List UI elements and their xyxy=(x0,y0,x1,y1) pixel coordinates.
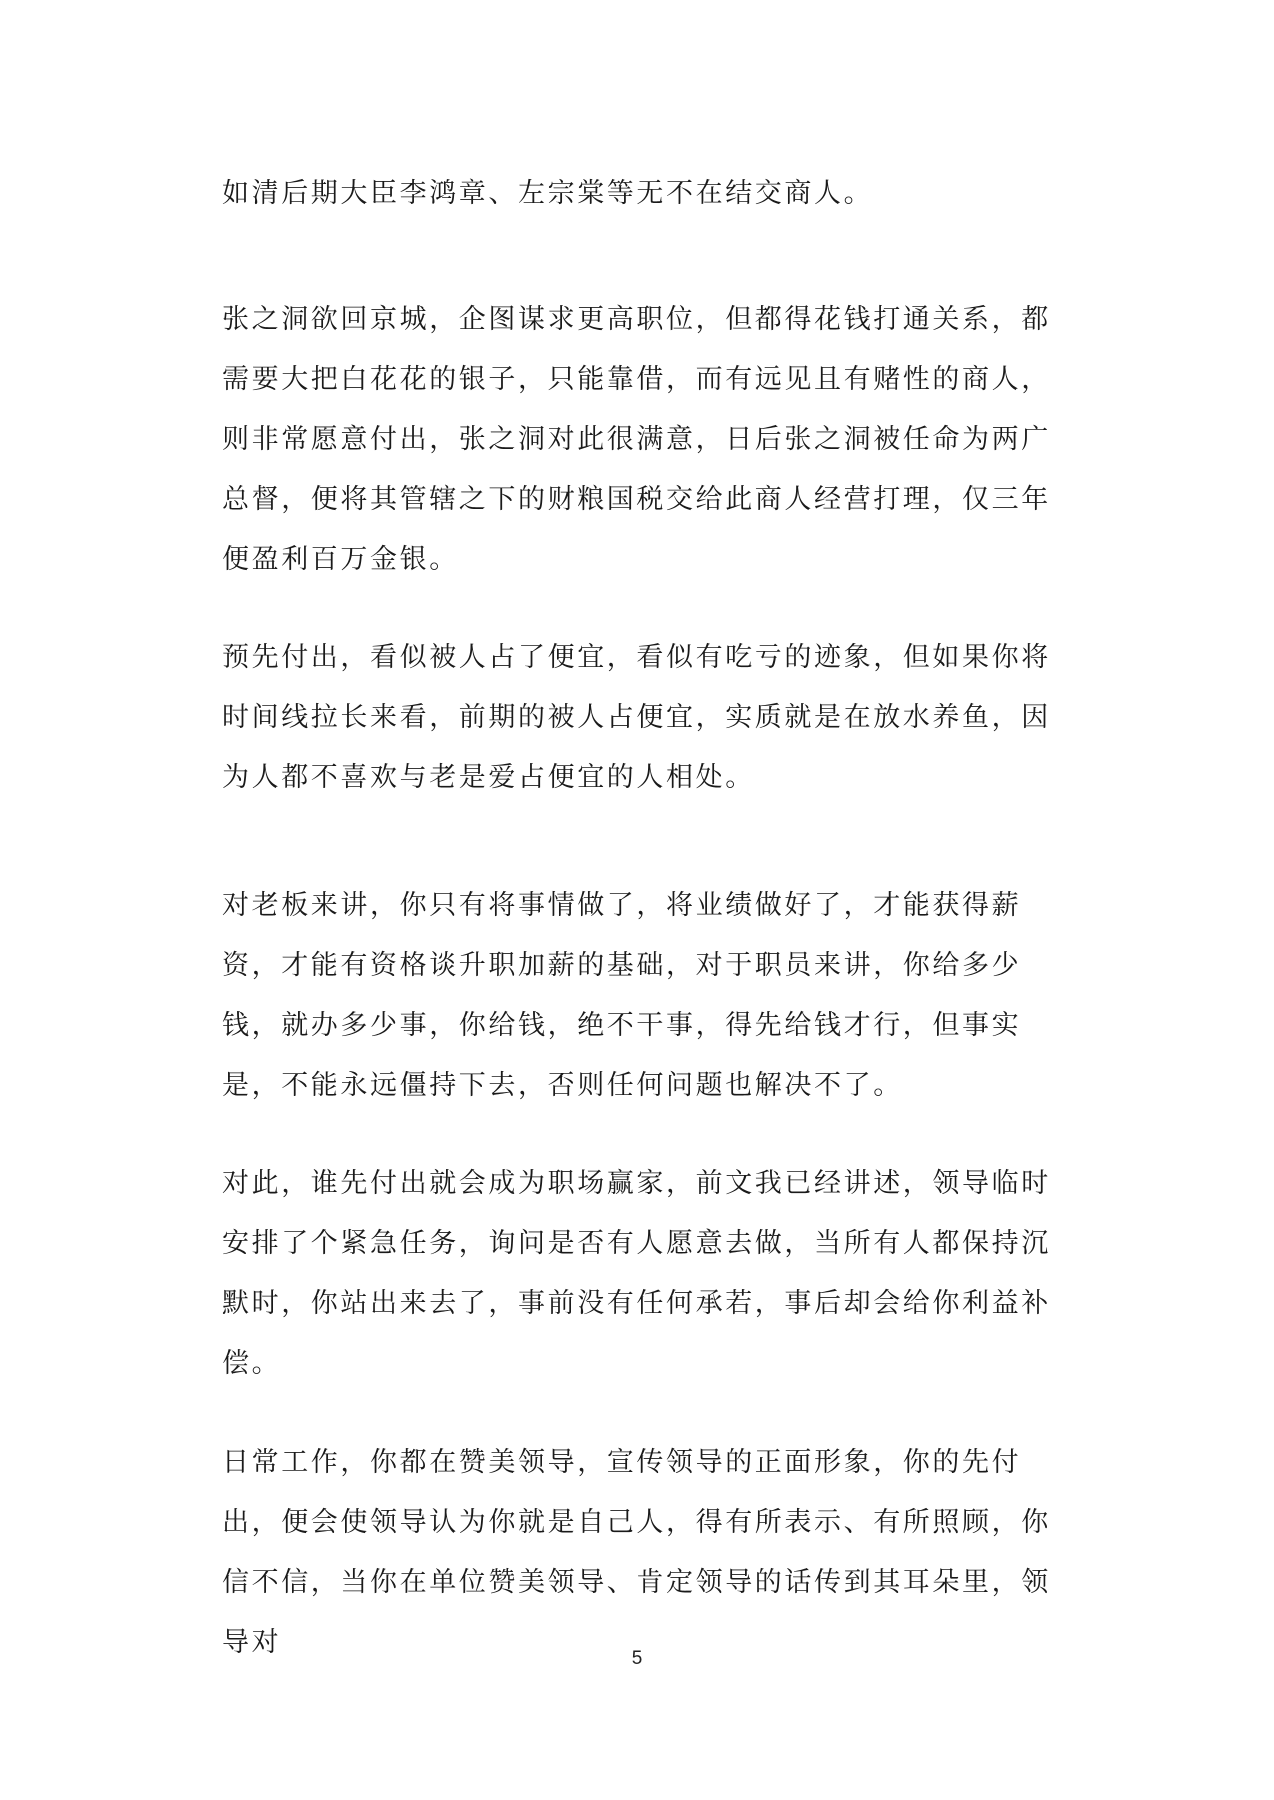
paragraph-3: 预先付出，看似被人占了便宜，看似有吃亏的迹象，但如果你将时间线拉长来看，前期的被人占便宜，实质就是在放水养鱼，因为人都不喜欢与老是爱占便宜的人相处。 xyxy=(222,642,1051,793)
paragraph-4: 对老板来讲，你只有将事情做了，将业绩做好了，才能获得薪资，才能有资格谈升职加薪的基础，对于职员来讲，你给多少钱，就办多少事，你给钱，绝不干事，得先给钱才行，但事实是，不能永远僵持下去，否则任何问题也解决不了。 xyxy=(222,890,1022,1101)
paragraph-2: 张之洞欲回京城，企图谋求更高职位，但都得花钱打通关系，都需要大把白花花的银子，只能靠借，而有远见且有赌性的商人，则非常愿意付出，张之洞对此很满意，日后张之洞被任命为两广总督，便将其管辖之下的财粮国税交给此商人经营打理，仅三年便盈利百万金银。 xyxy=(222,304,1051,575)
paragraph-5: 对此，谁先付出就会成为职场赢家，前文我已经讲述，领导临时安排了个紧急任务，询问是否有人愿意去做，当所有人都保持沉默时，你站出来去了，事前没有任何承若，事后却会给你利益补偿。 xyxy=(222,1168,1051,1379)
paragraph-1: 如清后期大臣李鸿章、左宗棠等无不在结交商人。 xyxy=(222,178,874,209)
paragraph-6: 日常工作，你都在赞美领导，宣传领导的正面形象，你的先付出，便会使领导认为你就是自己人，得有所表示、有所照顾，你信不信，当你在单位赞美领导、肯定领导的话传到其耳朵里，领导对 xyxy=(222,1447,1051,1658)
page-number: 5 xyxy=(631,1648,643,1669)
